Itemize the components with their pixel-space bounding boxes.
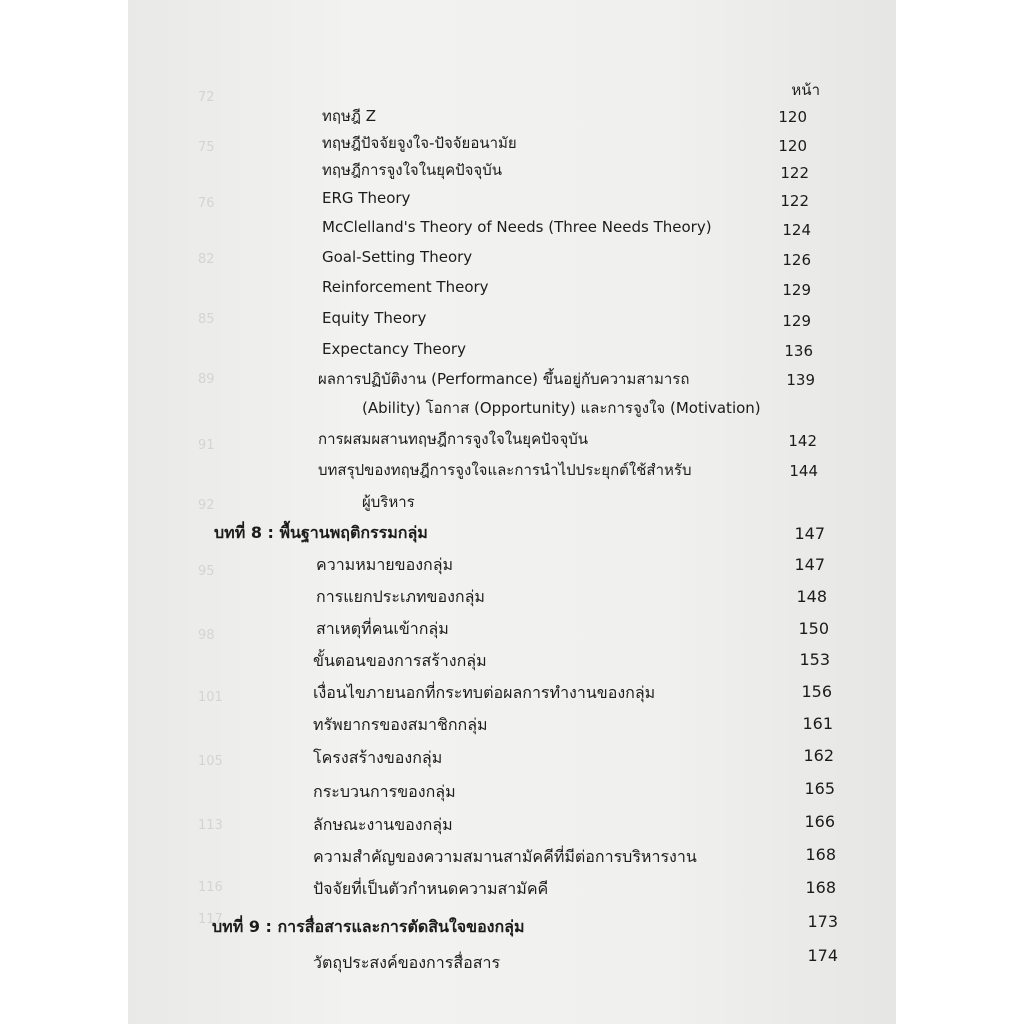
toc-entry-text: ทรัพยากรของสมาชิกกลุ่ม (313, 715, 488, 734)
toc-page-number: 144 (789, 462, 818, 480)
toc-entry-text: ขั้นตอนของการสร้างกลุ่ม (313, 651, 487, 670)
toc-page-number: 156 (801, 682, 832, 701)
toc-page-number: 122 (780, 192, 809, 210)
toc-page-number: 166 (804, 812, 835, 831)
toc-entry-text: ผลการปฏิบัติงาน (Performance) ขึ้นอยู่กับความสามารถ (318, 370, 690, 388)
toc-entry-text: บทสรุปของทฤษฎีการจูงใจและการนำไปประยุกต์ใช้สำหรับ (318, 461, 692, 479)
toc-entry-text: Reinforcement Theory (322, 278, 489, 296)
toc-entry-text: Goal-Setting Theory (322, 248, 473, 266)
chapter-heading: บทที่ 8 : พื้นฐานพฤติกรรมกลุ่ม (214, 523, 428, 542)
toc-page-number: 148 (796, 587, 827, 606)
toc-entry-text: สาเหตุที่คนเข้ากลุ่ม (316, 619, 449, 638)
bleed-through: 116 (198, 880, 223, 895)
bleed-through: 95 (198, 564, 215, 579)
bleed-through: 91 (198, 438, 215, 453)
toc-page-number: 122 (780, 164, 809, 182)
toc-page-number: 162 (803, 746, 834, 765)
bleed-through: 85 (198, 312, 215, 327)
right-background (896, 0, 1024, 1024)
toc-entry-text: ทฤษฎีปัจจัยจูงใจ-ปัจจัยอนามัย (322, 134, 517, 152)
left-background (0, 0, 128, 1024)
toc-page-number: 142 (788, 432, 817, 450)
toc-page-number: 173 (807, 912, 838, 931)
toc-page-number: 147 (794, 524, 825, 543)
bleed-through: 105 (198, 754, 223, 769)
toc-entry-text: ลักษณะงานของกลุ่ม (313, 815, 453, 834)
toc-entry-text: โครงสร้างของกลุ่ม (313, 748, 443, 767)
toc-entry-text: Expectancy Theory (322, 340, 466, 358)
toc-page-number: 168 (805, 845, 836, 864)
chapter-heading: บทที่ 9 : การสื่อสารและการตัดสินใจของกลุ่ม (212, 917, 525, 936)
bleed-through: 89 (198, 372, 215, 387)
toc-page-number: 120 (778, 108, 807, 126)
toc-entry-text: กระบวนการของกลุ่ม (313, 782, 456, 801)
toc-entry-text: Equity Theory (322, 309, 427, 327)
toc-entry-text-continued: (Ability) โอกาส (Opportunity) และการจูงใจ (Motivation) (362, 399, 761, 417)
toc-entry-text: ปัจจัยที่เป็นตัวกำหนดความสามัคคี (313, 879, 549, 898)
toc-entry-text: ERG Theory (322, 189, 411, 207)
toc-page-number: 120 (778, 137, 807, 155)
toc-entry-text: ทฤษฎีการจูงใจในยุคปัจจุบัน (322, 161, 502, 179)
page-number-header: หน้า (791, 81, 820, 99)
toc-entry-text: การผสมผสานทฤษฎีการจูงใจในยุคปัจจุบัน (318, 430, 589, 448)
toc-entry-text: การแยกประเภทของกลุ่ม (316, 587, 485, 606)
bleed-through: 98 (198, 628, 215, 643)
toc-entry-text-continued: ผู้บริหาร (362, 493, 415, 511)
bleed-through: 72 (198, 90, 215, 105)
toc-page-number: 174 (807, 946, 838, 965)
toc-page-number: 129 (782, 281, 811, 299)
bleed-through: 76 (198, 196, 215, 211)
toc-page-number: 161 (802, 714, 833, 733)
toc-entry-text: เงื่อนไขภายนอกที่กระทบต่อผลการทำงานของกลุ่ม (313, 683, 656, 702)
toc-page-number: 126 (782, 251, 811, 269)
toc-page-number: 139 (786, 371, 815, 389)
toc-page-number: 153 (799, 650, 830, 669)
toc-entry-text: วัตถุประสงค์ของการสื่อสาร (313, 953, 501, 972)
bleed-through: 113 (198, 818, 223, 833)
toc-entry-text: ทฤษฎี Z (322, 107, 376, 125)
bleed-through: 82 (198, 252, 215, 267)
toc-entry-text: McClelland's Theory of Needs (Three Needs Theory) (322, 218, 712, 236)
toc-page-number: 168 (805, 878, 836, 897)
toc-page-number: 129 (782, 312, 811, 330)
toc-page-number: 150 (798, 619, 829, 638)
toc-page-number: 136 (784, 342, 813, 360)
bleed-through: 92 (198, 498, 215, 513)
toc-page-number: 165 (804, 779, 835, 798)
toc-page-number: 147 (794, 555, 825, 574)
bleed-through: 75 (198, 140, 215, 155)
toc-page-number: 124 (782, 221, 811, 239)
toc-entry-text: ความสำคัญของความสมานสามัคคีที่มีต่อการบริหารงาน (313, 847, 697, 866)
bleed-through: 117 (198, 912, 223, 927)
toc-entry-text: ความหมายของกลุ่ม (316, 555, 454, 574)
bleed-through: 101 (198, 690, 223, 705)
